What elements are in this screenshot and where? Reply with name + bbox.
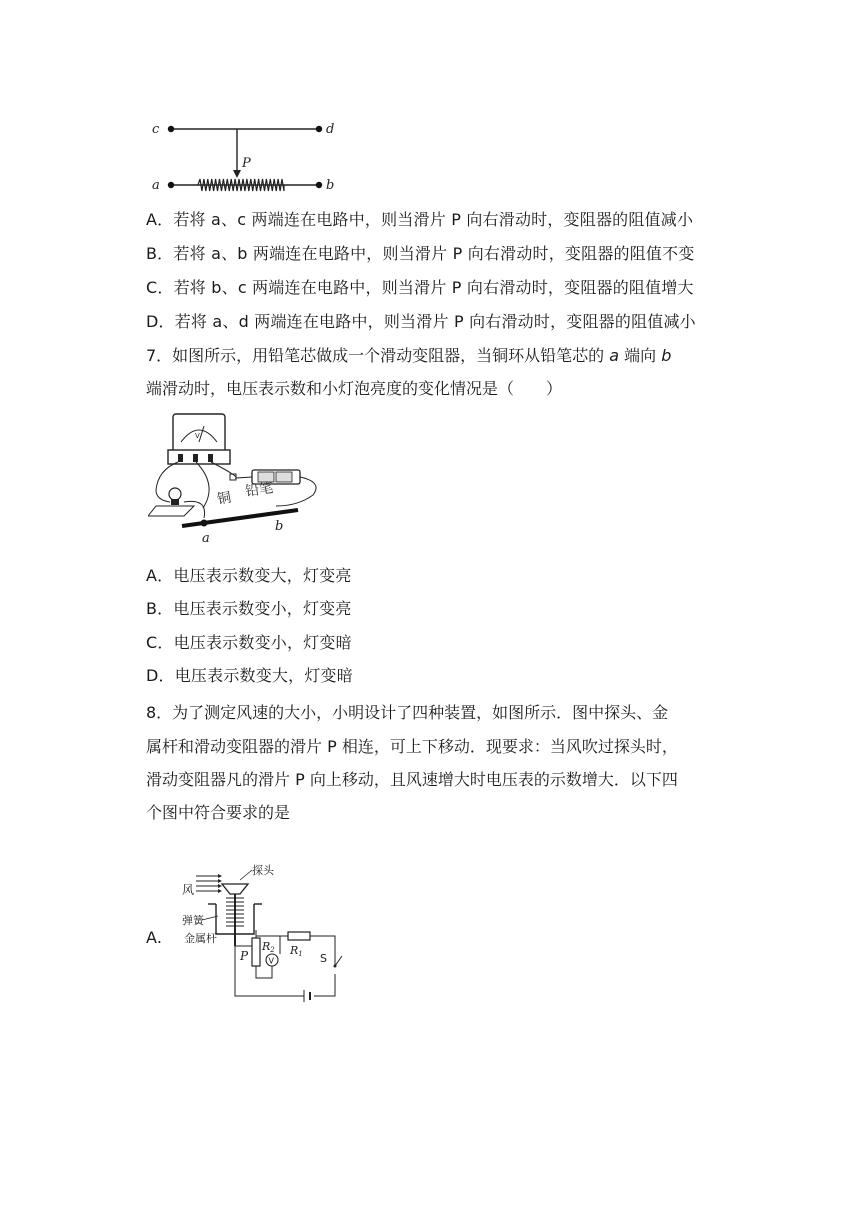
metal-rod-label: 金属杆: [184, 932, 217, 945]
terminal-a-label: a: [152, 178, 160, 193]
switch-label: S: [320, 952, 327, 965]
q7-option-b: B．电压表示数变小，灯变亮: [146, 599, 352, 618]
pencil-end-a: a: [202, 531, 210, 545]
wind-speed-circuit-figure: [180, 858, 350, 1003]
q7-option-a: A．电压表示数变大，灯变亮: [146, 566, 352, 585]
q8-stem-line1: 8．为了测定风速的大小，小明设计了四种装置，如图所示．图中探头、金: [146, 703, 669, 722]
q7-b-italic: b: [661, 346, 672, 365]
q6-option-d: D．若将 a、d 两端连在电路中，则当滑片 P 向右滑动时，变阻器的阻值减小: [146, 312, 696, 331]
wind-label: 风: [182, 883, 195, 897]
slider-p-label: P: [242, 156, 251, 171]
terminal-b-label: b: [326, 178, 335, 193]
q6-option-a: A．若将 a、c 两端连在电路中，则当滑片 P 向右滑动时，变阻器的阻值减小: [146, 210, 694, 229]
pencil-rheostat-figure: [148, 410, 328, 545]
p-label: P: [240, 949, 249, 963]
q8-stem-line2: 属杆和滑动变阻器的滑片 P 相连，可上下移动．现要求：当风吹过探头时，: [146, 737, 678, 756]
q6-option-c: C．若将 b、c 两端连在电路中，则当滑片 P 向右滑动时，变阻器的阻值增大: [146, 278, 694, 297]
terminal-d-label: d: [326, 122, 335, 137]
q7-a-italic: a: [609, 346, 620, 365]
rheostat-figure: [146, 115, 346, 200]
copper-label: 铜: [215, 489, 233, 508]
pencil-label: 铅笔: [244, 480, 275, 500]
r1-label: R1: [290, 944, 303, 958]
svg-text:V: V: [195, 432, 200, 440]
voltmeter-label: V: [268, 956, 274, 966]
q7-stem-line2: 端滑动时，电压表示数和小灯泡亮度的变化情况是（ ）: [146, 379, 563, 398]
r2-label: R2: [262, 940, 275, 954]
terminal-c-label: c: [152, 122, 160, 137]
probe-label: 探头: [252, 864, 274, 877]
q6-option-b: B．若将 a、b 两端连在电路中，则当滑片 P 向右滑动时，变阻器的阻值不变: [146, 244, 695, 263]
q8-stem-line3: 滑动变阻器凡的滑片 P 向上移动，且风速增大时电压表的示数增大．以下四: [146, 770, 678, 789]
q8-option-a-label: A.: [146, 928, 163, 947]
q7-option-c: C．电压表示数变小，灯变暗: [146, 633, 352, 652]
spring-label: 弹簧: [182, 914, 204, 927]
pencil-end-b: b: [275, 519, 284, 534]
q7-stem-line1: 7．如图所示，用铅笔芯做成一个滑动变阻器，当铜环从铅笔芯的 a 端向 b: [146, 346, 672, 365]
q7-option-d: D．电压表示数变大，灯变暗: [146, 666, 353, 685]
q8-stem-line4: 个图中符合要求的是: [146, 803, 291, 822]
